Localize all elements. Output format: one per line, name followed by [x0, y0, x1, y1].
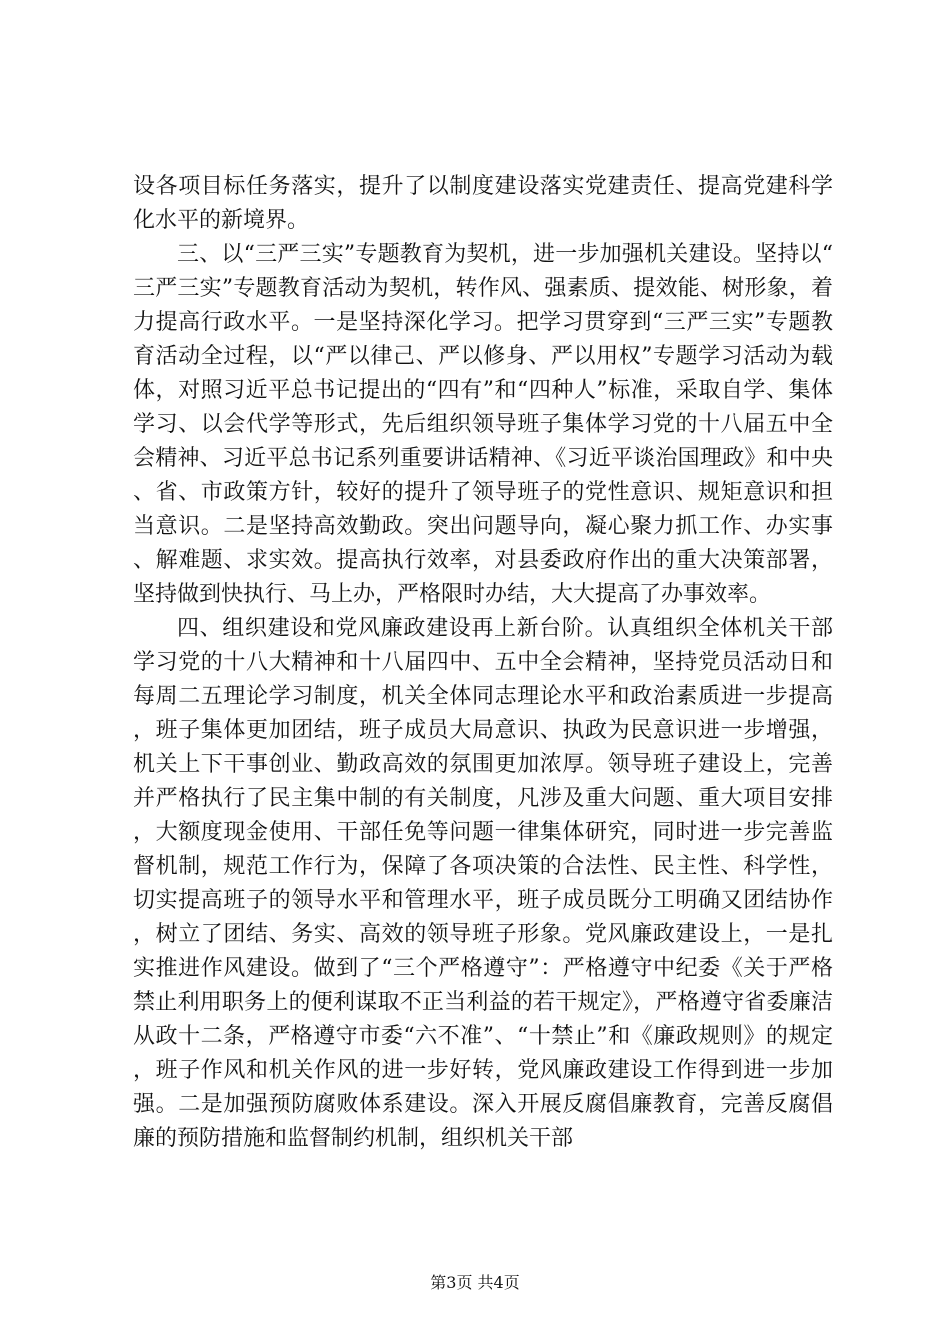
page-number-footer: 第3页 共4页	[430, 1273, 520, 1292]
paragraph-section-three: 三、以“三严三实”专题教育为契机，进一步加强机关建设。坚持以“三严三实”专题教育活动为契机，转作风、强素质、提效能、树形象，着力提高行政水平。一是坚持深化学习。把学习贯穿到“三严三实”专题教育活动全过程，以“严以律己、严以修身、严以用权”专题学习活动为载体，对照习近平总书记提出的“四有”和“四种人”标准，采取自学、集体学习、以会代学等形式，先后组织领导班子集体学习党的十八届五中全会精神、习近平总书记系列重要讲话精神、《习近平谈治国理政》和中央、省、市政策方针，较好的提升了领导班子的党性意识、规矩意识和担当意识。二是坚持高效勤政。突出问题导向，凝心聚力抓工作、办实事、解难题、求实效。提高执行效率，对县委政府作出的重大决策部署，坚持做到快执行、马上办，严格限时办结，大大提高了办事效率。	[133, 242, 833, 607]
body-text	[133, 170, 833, 1156]
paragraph-section-four: 四、组织建设和党风廉政建设再上新台阶。认真组织全体机关干部学习党的十八大精神和十八届四中、五中全会精神，坚持党员活动日和每周二五理论学习制度，机关全体同志理论水平和政治素质进一步提高，班子集体更加团结，班子成员大局意识、执政为民意识进一步增强，机关上下干事创业、勤政高效的氛围更加浓厚。领导班子建设上，完善并严格执行了民主集中制的有关制度，凡涉及重大问题、重大项目安排，大额度现金使用、干部任免等问题一律集体研究，同时进一步完善监督机制，规范工作行为，保障了各项决策的合法性、民主性、科学性，切实提高班子的领导水平和管理水平，班子成员既分工明确又团结协作，树立了团结、务实、高效的领导班子形象。党风廉政建设上，一是扎实推进作风建设。做到了“三个严格遵守”：严格遵守中纪委《关于严格禁止利用职务上的便利谋取不正当利益的若干规定》，严格遵守省委廉洁从政十二条，严格遵守市委“六不准”、“十禁止”和《廉政规则》的规定，班子作风和机关作风的进一步好转，党风廉政建设工作得到进一步加强。二是加强预防腐败体系建设。深入开展反腐倡廉教育，完善反腐倡廉的预防措施和监督制约机制，组织机关干部	[133, 616, 833, 1151]
paragraph-continuation: 设各项目标任务落实，提升了以制度建设落实党建责任、提高党建科学化水平的新境界。	[133, 174, 833, 233]
